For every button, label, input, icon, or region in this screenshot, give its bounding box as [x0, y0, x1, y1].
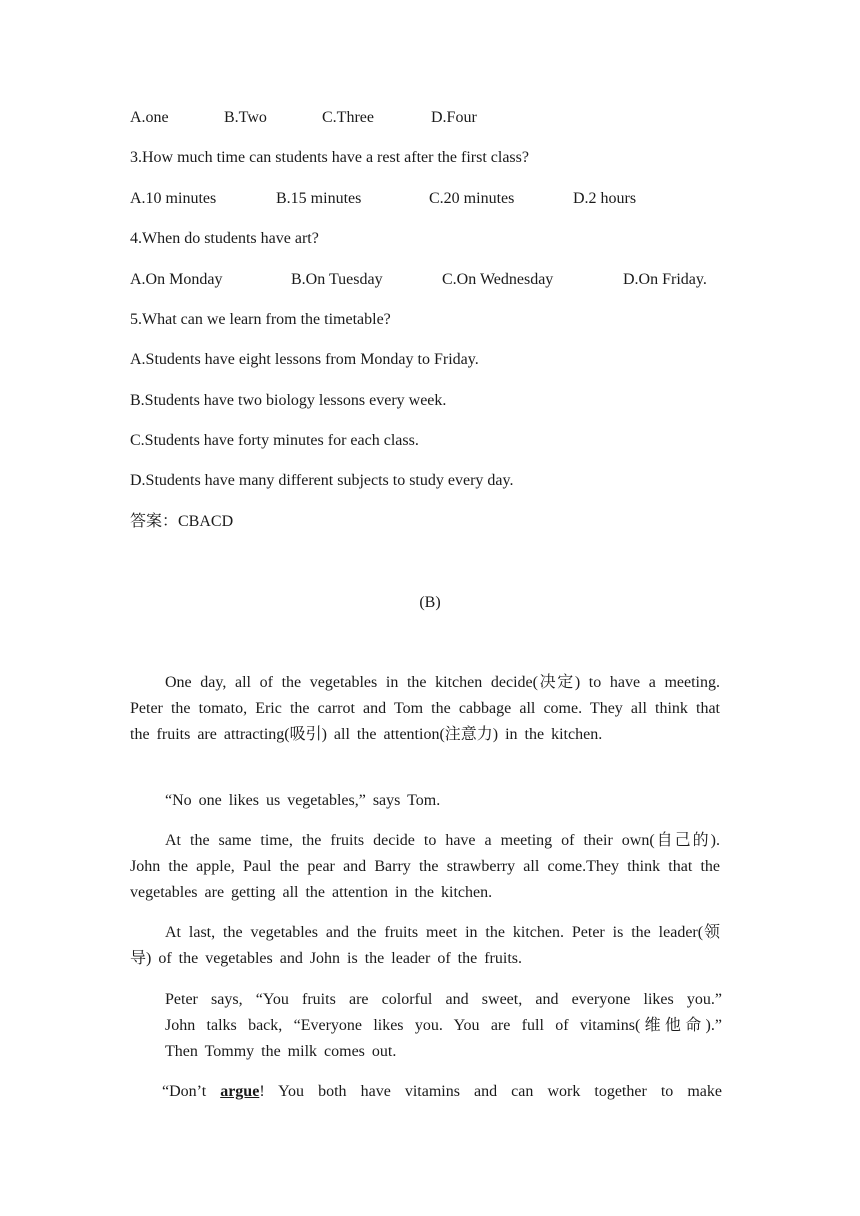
q2-option-a: A.one: [130, 109, 169, 126]
q4-option-c: C.On Wednesday: [442, 271, 554, 288]
passage-paragraph-1: One day, all of the vegetables in the kitchen decide(决定) to have a meeting. Peter the tomato, Eric the carrot and Tom the cabbage all come. They all think that the fruits are attracting(吸引) all the attention(注意力) in the kitchen.: [130, 674, 720, 743]
q2-option-c: C.Three: [322, 109, 374, 126]
q4-question: 4.When do students have art?: [130, 230, 319, 247]
q5-option-c: C.Students have forty minutes for each class.: [130, 432, 419, 449]
q2-option-d: D.Four: [431, 109, 477, 126]
quote-continuation: ! You both have vitamins and can work together to make: [259, 1083, 723, 1100]
passage-paragraph-4: At last, the vegetables and the fruits meet in the kitchen. Peter is the leader(领导) of the vegetables and John is the leader of the fruits.: [130, 924, 720, 967]
answer-key: 答案：CBACD: [130, 513, 234, 530]
q3-option-a: A.10 minutes: [130, 190, 217, 207]
q5-option-d: D.Students have many different subjects to study every day.: [130, 472, 514, 489]
q2-option-b: B.Two: [224, 109, 267, 126]
passage-paragraph-3: At the same time, the fruits decide to have a meeting of their own(自己的). John the apple, Paul the pear and Barry the strawberry all come.They think that the vegetables are getting all the attention in the kitchen.: [130, 832, 720, 901]
q4-option-a: A.On Monday: [130, 271, 223, 288]
passage-paragraph-6: [162, 1079, 722, 1105]
passage-dialogue-line-3: Then Tommy the milk comes out.: [165, 1043, 397, 1060]
q5-option-b: B.Students have two biology lessons every week.: [130, 392, 447, 409]
q3-option-c: C.20 minutes: [429, 190, 515, 207]
passage-dialogue-line-1: Peter says, “You fruits are colorful and sweet, and everyone likes you.”: [165, 991, 722, 1008]
passage-dialogue-line-2: John talks back, “Everyone likes you. You are full of vitamins(维他命).”: [165, 1017, 722, 1034]
q4-option-d: D.On Friday.: [623, 271, 707, 288]
section-b-heading: (B): [419, 594, 441, 611]
q3-option-b: B.15 minutes: [276, 190, 362, 207]
underlined-word-argue: argue: [220, 1083, 260, 1100]
q5-option-a: A.Students have eight lessons from Monday to Friday.: [130, 351, 479, 368]
q4-option-b: B.On Tuesday: [291, 271, 383, 288]
passage-paragraph-2: “No one likes us vegetables,” says Tom.: [165, 792, 441, 809]
quote-start: “Don’t: [162, 1083, 221, 1100]
q3-question: 3.How much time can students have a rest after the first class?: [130, 149, 529, 166]
q3-option-d: D.2 hours: [573, 190, 637, 207]
q5-question: 5.What can we learn from the timetable?: [130, 311, 391, 328]
